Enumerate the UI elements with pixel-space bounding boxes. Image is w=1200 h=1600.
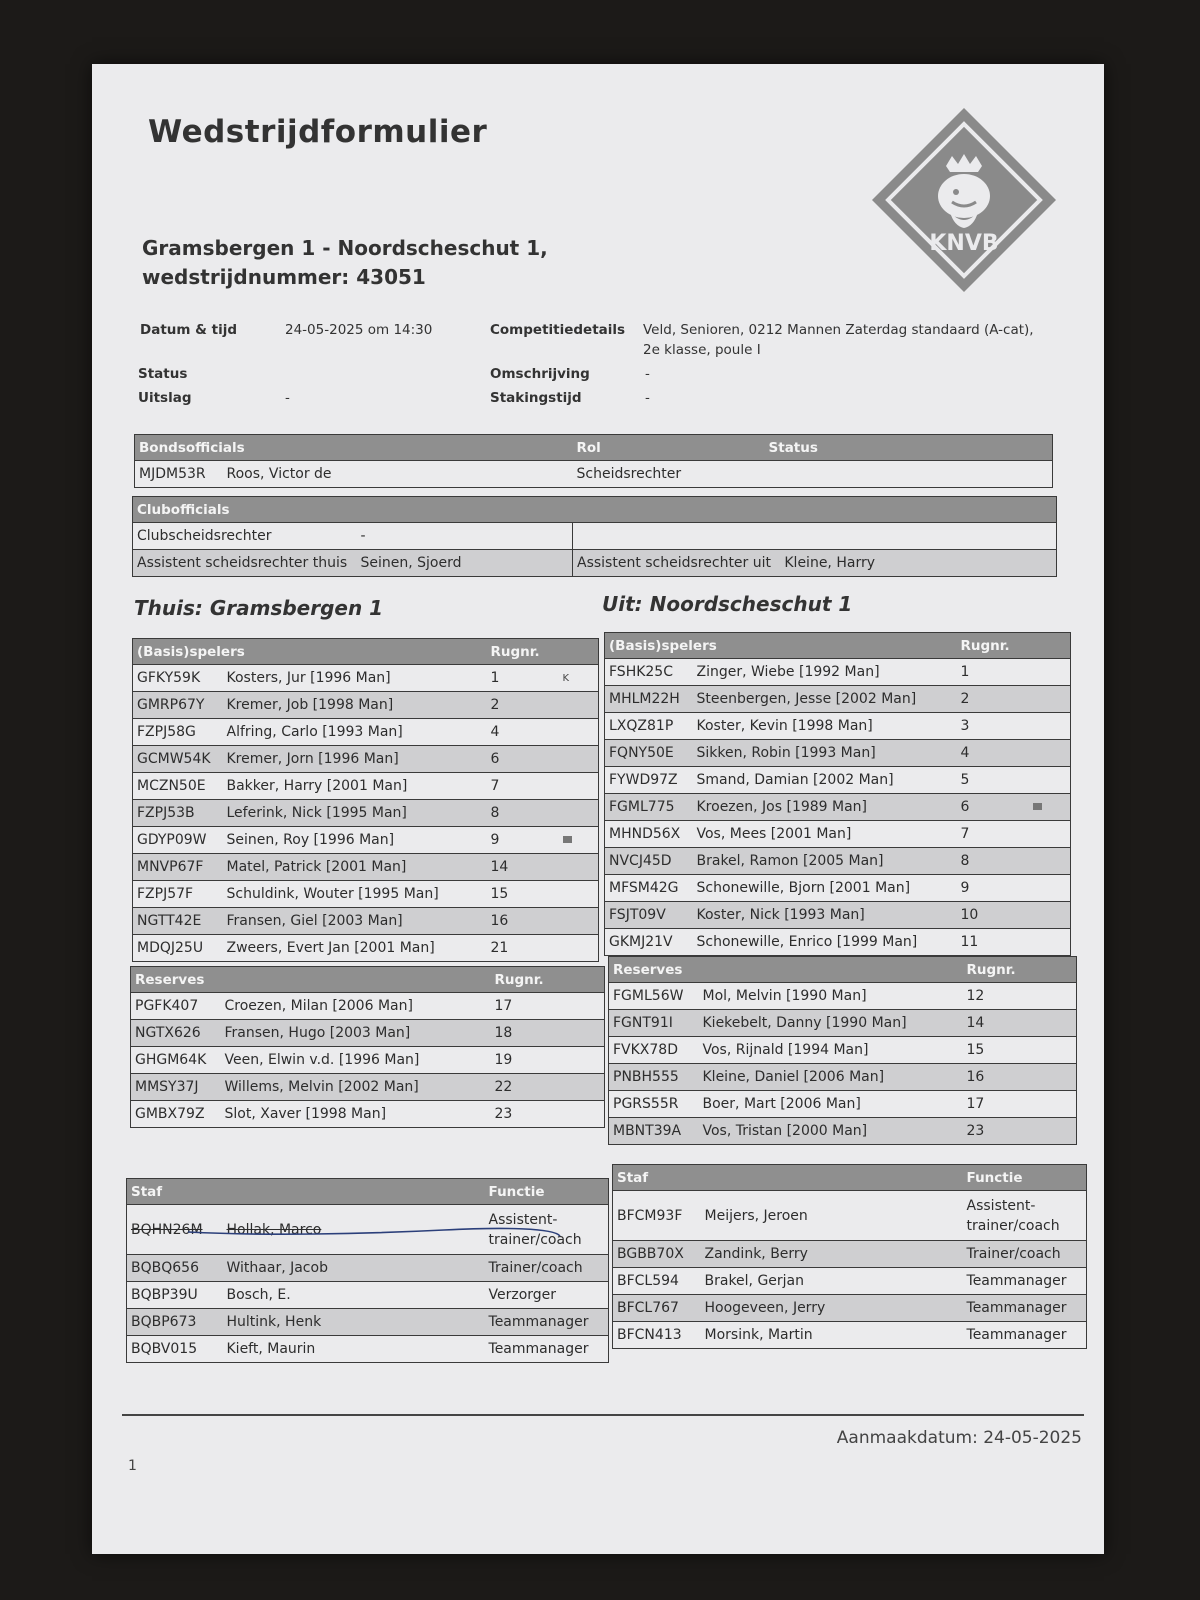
table-row xyxy=(609,1118,1077,1145)
cell-functie: Teammanager xyxy=(485,1336,609,1363)
table-row xyxy=(133,881,599,908)
table-row xyxy=(605,713,1071,740)
page-title: Wedstrijdformulier xyxy=(148,114,488,150)
cell-name: Croezen, Milan [2006 Man] xyxy=(221,993,491,1020)
away-rugnr-header: Rugnr. xyxy=(957,633,1071,659)
cell-name: Schonewille, Enrico [1999 Man] xyxy=(693,929,957,956)
away-players-table xyxy=(604,632,1071,956)
cell-name: Bosch, E. xyxy=(223,1282,485,1309)
stakingstijd-value: - xyxy=(645,390,650,406)
cell-name: Hollak, Marco xyxy=(223,1205,485,1255)
bondsofficials-table xyxy=(134,434,1053,488)
clubofficials-header: Clubofficials xyxy=(133,497,1057,523)
cell-name: Steenbergen, Jesse [2002 Man] xyxy=(693,686,957,713)
away-staff-header: Staf xyxy=(613,1165,963,1191)
cell-nr: 9 xyxy=(487,827,559,854)
cell-code: FGNT91I xyxy=(609,1010,699,1037)
captain-mark xyxy=(1029,713,1071,740)
table-row xyxy=(127,1309,609,1336)
cell-code: BFCM93F xyxy=(613,1191,701,1241)
table-row xyxy=(605,929,1071,956)
datum-value: 24-05-2025 om 14:30 xyxy=(285,322,433,338)
cell-code: FZPJ58G xyxy=(133,719,223,746)
cell-code: BQBQ656 xyxy=(127,1255,223,1282)
table-row xyxy=(605,875,1071,902)
footer-divider xyxy=(122,1414,1084,1416)
cell-name: Zinger, Wiebe [1992 Man] xyxy=(693,659,957,686)
cell-functie: Teammanager xyxy=(963,1268,1087,1295)
cell-nr: 10 xyxy=(957,902,1029,929)
table-row xyxy=(613,1295,1087,1322)
captain-mark xyxy=(559,800,599,827)
knvb-logo xyxy=(868,104,1060,296)
away-reserves-rugnr-header: Rugnr. xyxy=(963,957,1077,983)
captain-mark xyxy=(1029,902,1071,929)
omschrijving-label: Omschrijving xyxy=(490,366,590,382)
captain-mark xyxy=(1029,659,1071,686)
ass-thuis-value: Seinen, Sjoerd xyxy=(357,550,573,577)
cell-nr: 9 xyxy=(957,875,1029,902)
table-row xyxy=(609,1037,1077,1064)
official-status xyxy=(765,461,1053,488)
cell-nr: 16 xyxy=(963,1064,1077,1091)
cell-nr: 22 xyxy=(491,1074,605,1101)
cell-code: GDYP09W xyxy=(133,827,223,854)
cell-nr: 7 xyxy=(487,773,559,800)
cell-name: Matel, Patrick [2001 Man] xyxy=(223,854,487,881)
home-rugnr-header: Rugnr. xyxy=(487,639,599,665)
cell-name: Seinen, Roy [1996 Man] xyxy=(223,827,487,854)
cell-nr: 15 xyxy=(487,881,559,908)
cell-code: BQBP39U xyxy=(127,1282,223,1309)
home-staff-table xyxy=(126,1178,609,1363)
captain-mark xyxy=(559,881,599,908)
home-players-table xyxy=(132,638,599,962)
table-row xyxy=(135,461,1053,488)
cell-name: Fransen, Hugo [2003 Man] xyxy=(221,1020,491,1047)
table-row xyxy=(605,686,1071,713)
cell-nr: 16 xyxy=(487,908,559,935)
table-row xyxy=(613,1268,1087,1295)
cell-name: Vos, Tristan [2000 Man] xyxy=(699,1118,963,1145)
captain-mark: K xyxy=(559,665,599,692)
datum-label: Datum & tijd xyxy=(140,322,237,338)
logo-text: KNVB xyxy=(929,231,999,256)
cell-code: FZPJ57F xyxy=(133,881,223,908)
table-row xyxy=(133,746,599,773)
cell-name: Fransen, Giel [2003 Man] xyxy=(223,908,487,935)
table-header xyxy=(131,967,605,993)
bondsofficials-header: Bondsofficials xyxy=(135,435,573,461)
competitie-value-1: Veld, Senioren, 0212 Mannen Zaterdag standaard (A-cat), xyxy=(643,322,1034,338)
captain-mark xyxy=(559,692,599,719)
match-number: wedstrijdnummer: 43051 xyxy=(142,265,426,289)
cell-nr: 17 xyxy=(491,993,605,1020)
away-functie-header: Functie xyxy=(963,1165,1087,1191)
table-row xyxy=(605,767,1071,794)
cell-code: NVCJ45D xyxy=(605,848,693,875)
captain-mark xyxy=(559,854,599,881)
table-row xyxy=(133,719,599,746)
captain-mark xyxy=(559,746,599,773)
status-label: Status xyxy=(138,366,188,382)
uitslag-value: - xyxy=(285,390,290,406)
captain-mark xyxy=(559,719,599,746)
empty-cell xyxy=(573,523,1057,550)
cell-code: BQBV015 xyxy=(127,1336,223,1363)
table-header xyxy=(133,497,1057,523)
cell-name: Vos, Rijnald [1994 Man] xyxy=(699,1037,963,1064)
cell-code: BGBB70X xyxy=(613,1241,701,1268)
home-players-header: (Basis)spelers xyxy=(133,639,487,665)
cell-name: Kleine, Daniel [2006 Man] xyxy=(699,1064,963,1091)
table-row xyxy=(609,1064,1077,1091)
cell-code: MHND56X xyxy=(605,821,693,848)
captain-mark xyxy=(1029,686,1071,713)
captain-mark xyxy=(559,935,599,962)
cell-name: Kieft, Maurin xyxy=(223,1336,485,1363)
cell-nr: 14 xyxy=(487,854,559,881)
cell-code: MHLM22H xyxy=(605,686,693,713)
table-row xyxy=(613,1191,1087,1241)
table-header xyxy=(613,1165,1087,1191)
captain-mark xyxy=(1029,848,1071,875)
table-row xyxy=(127,1336,609,1363)
table-row xyxy=(131,1101,605,1128)
away-reserves-table xyxy=(608,956,1077,1145)
table-row xyxy=(605,740,1071,767)
cell-nr: 3 xyxy=(957,713,1029,740)
official-role: Scheidsrechter xyxy=(573,461,765,488)
cell-name: Smand, Damian [2002 Man] xyxy=(693,767,957,794)
cell-name: Kosters, Jur [1996 Man] xyxy=(223,665,487,692)
cell-nr: 19 xyxy=(491,1047,605,1074)
cell-code: BQHN26M xyxy=(127,1205,223,1255)
cell-code: PNBH555 xyxy=(609,1064,699,1091)
cell-name: Koster, Kevin [1998 Man] xyxy=(693,713,957,740)
clubofficials-table xyxy=(132,496,1057,577)
cell-nr: 23 xyxy=(491,1101,605,1128)
table-header xyxy=(135,435,1053,461)
cell-nr: 8 xyxy=(957,848,1029,875)
stakingstijd-label: Stakingstijd xyxy=(490,390,582,406)
cell-code: FVKX78D xyxy=(609,1037,699,1064)
cell-code: FGML56W xyxy=(609,983,699,1010)
cell-name: Schonewille, Bjorn [2001 Man] xyxy=(693,875,957,902)
cell-nr: 2 xyxy=(957,686,1029,713)
cell-name: Alfring, Carlo [1993 Man] xyxy=(223,719,487,746)
table-row xyxy=(605,902,1071,929)
cell-nr: 15 xyxy=(963,1037,1077,1064)
cell-name: Slot, Xaver [1998 Man] xyxy=(221,1101,491,1128)
table-header xyxy=(605,633,1071,659)
table-row xyxy=(605,794,1071,821)
official-code: MJDM53R xyxy=(135,461,223,488)
table-row xyxy=(133,908,599,935)
cell-name: Willems, Melvin [2002 Man] xyxy=(221,1074,491,1101)
cell-code: FYWD97Z xyxy=(605,767,693,794)
cell-nr: 8 xyxy=(487,800,559,827)
cell-nr: 4 xyxy=(487,719,559,746)
ass-uit-label: Assistent scheidsrechter uit xyxy=(577,555,772,571)
page-number: 1 xyxy=(128,1458,137,1474)
square-mark-icon xyxy=(563,836,572,843)
competitie-value-2: 2e klasse, poule I xyxy=(643,342,761,358)
cell-code: GFKY59K xyxy=(133,665,223,692)
home-reserves-rugnr-header: Rugnr. xyxy=(491,967,605,993)
table-row xyxy=(127,1282,609,1309)
cell-name: Kiekebelt, Danny [1990 Man] xyxy=(699,1010,963,1037)
cell-code: MFSM42G xyxy=(605,875,693,902)
table-header xyxy=(133,639,599,665)
cell-name: Withaar, Jacob xyxy=(223,1255,485,1282)
table-row xyxy=(131,993,605,1020)
cell-nr: 1 xyxy=(957,659,1029,686)
cell-code: GCMW54K xyxy=(133,746,223,773)
cell-name: Zandink, Berry xyxy=(701,1241,963,1268)
cell-code: MDQJ25U xyxy=(133,935,223,962)
table-row xyxy=(133,550,1057,577)
cell-name: Meijers, Jeroen xyxy=(701,1191,963,1241)
table-row xyxy=(613,1322,1087,1349)
cell-nr: 17 xyxy=(963,1091,1077,1118)
cell-code: FGML775 xyxy=(605,794,693,821)
ass-uit-cell xyxy=(573,550,1057,577)
cell-code: BFCN413 xyxy=(613,1322,701,1349)
table-row xyxy=(133,773,599,800)
captain-mark xyxy=(1029,821,1071,848)
captain-mark xyxy=(1029,767,1071,794)
match-teams: Gramsbergen 1 - Noordscheschut 1, xyxy=(142,236,548,260)
table-row xyxy=(605,659,1071,686)
cell-code: PGFK407 xyxy=(131,993,221,1020)
away-staff-table xyxy=(612,1164,1087,1349)
cell-nr: 4 xyxy=(957,740,1029,767)
pen-strikethrough-mark xyxy=(184,1214,564,1244)
cell-code: FSJT09V xyxy=(605,902,693,929)
ass-uit-value: Kleine, Harry xyxy=(784,555,875,571)
table-row xyxy=(609,1091,1077,1118)
cell-code: FZPJ53B xyxy=(133,800,223,827)
cell-nr: 23 xyxy=(963,1118,1077,1145)
cell-nr: 7 xyxy=(957,821,1029,848)
cell-name: Vos, Mees [2001 Man] xyxy=(693,821,957,848)
table-row xyxy=(133,935,599,962)
cell-code: PGRS55R xyxy=(609,1091,699,1118)
away-reserves-header: Reserves xyxy=(609,957,963,983)
square-mark-icon xyxy=(1033,803,1042,810)
cell-functie: Teammanager xyxy=(963,1322,1087,1349)
home-reserves-table xyxy=(130,966,605,1128)
competitie-label: Competitiedetails xyxy=(490,322,626,338)
table-header xyxy=(609,957,1077,983)
cell-name: Kremer, Jorn [1996 Man] xyxy=(223,746,487,773)
cell-code: MMSY37J xyxy=(131,1074,221,1101)
table-row xyxy=(605,848,1071,875)
table-row xyxy=(609,1010,1077,1037)
cell-nr: 2 xyxy=(487,692,559,719)
table-row xyxy=(127,1255,609,1282)
cell-name: Sikken, Robin [1993 Man] xyxy=(693,740,957,767)
away-players-header: (Basis)spelers xyxy=(605,633,957,659)
cell-functie: Teammanager xyxy=(963,1295,1087,1322)
home-reserves-header: Reserves xyxy=(131,967,491,993)
cell-name: Brakel, Ramon [2005 Man] xyxy=(693,848,957,875)
table-row xyxy=(609,983,1077,1010)
cell-code: FSHK25C xyxy=(605,659,693,686)
cell-code: BQBP673 xyxy=(127,1309,223,1336)
table-row xyxy=(133,827,599,854)
cell-name: Zweers, Evert Jan [2001 Man] xyxy=(223,935,487,962)
table-row xyxy=(133,800,599,827)
home-staff-header: Staf xyxy=(127,1179,485,1205)
cell-nr: 6 xyxy=(957,794,1029,821)
cell-name: Hultink, Henk xyxy=(223,1309,485,1336)
cell-nr: 21 xyxy=(487,935,559,962)
cell-code: BFCL767 xyxy=(613,1295,701,1322)
table-row xyxy=(133,854,599,881)
table-row xyxy=(131,1020,605,1047)
cell-name: Kroezen, Jos [1989 Man] xyxy=(693,794,957,821)
cell-name: Kremer, Job [1998 Man] xyxy=(223,692,487,719)
cell-code: MBNT39A xyxy=(609,1118,699,1145)
cell-nr: 14 xyxy=(963,1010,1077,1037)
match-heading xyxy=(142,234,548,292)
captain-mark xyxy=(1029,794,1071,821)
clubscheidsrechter-label: Clubscheidsrechter xyxy=(133,523,357,550)
cell-nr: 12 xyxy=(963,983,1077,1010)
captain-mark xyxy=(559,773,599,800)
cell-name: Veen, Elwin v.d. [1996 Man] xyxy=(221,1047,491,1074)
cell-nr: 6 xyxy=(487,746,559,773)
cell-name: Hoogeveen, Jerry xyxy=(701,1295,963,1322)
rol-header: Rol xyxy=(573,435,765,461)
cell-name: Morsink, Martin xyxy=(701,1322,963,1349)
captain-mark xyxy=(1029,875,1071,902)
cell-nr: 1 xyxy=(487,665,559,692)
captain-mark xyxy=(1029,929,1071,956)
home-functie-header: Functie xyxy=(485,1179,609,1205)
table-row xyxy=(133,665,599,692)
table-row xyxy=(613,1241,1087,1268)
cell-code: MNVP67F xyxy=(133,854,223,881)
cell-code: MCZN50E xyxy=(133,773,223,800)
table-row xyxy=(131,1074,605,1101)
cell-functie: Assistent-trainer/coach xyxy=(963,1191,1087,1241)
cell-functie: Trainer/coach xyxy=(485,1255,609,1282)
table-header xyxy=(127,1179,609,1205)
captain-mark xyxy=(559,908,599,935)
cell-code: GMRP67Y xyxy=(133,692,223,719)
cell-nr: 5 xyxy=(957,767,1029,794)
cell-functie: Teammanager xyxy=(485,1309,609,1336)
cell-nr: 11 xyxy=(957,929,1029,956)
cell-functie: Trainer/coach xyxy=(963,1241,1087,1268)
cell-name: Boer, Mart [2006 Man] xyxy=(699,1091,963,1118)
cell-name: Bakker, Harry [2001 Man] xyxy=(223,773,487,800)
cell-code: NGTX626 xyxy=(131,1020,221,1047)
cell-code: LXQZ81P xyxy=(605,713,693,740)
cell-code: NGTT42E xyxy=(133,908,223,935)
cell-code: GKMJ21V xyxy=(605,929,693,956)
ass-thuis-label: Assistent scheidsrechter thuis xyxy=(133,550,357,577)
table-row xyxy=(133,523,1057,550)
cell-code: FQNY50E xyxy=(605,740,693,767)
cell-name: Brakel, Gerjan xyxy=(701,1268,963,1295)
cell-name: Mol, Melvin [1990 Man] xyxy=(699,983,963,1010)
omschrijving-value: - xyxy=(645,366,650,382)
captain-mark xyxy=(1029,740,1071,767)
clubscheidsrechter-value: - xyxy=(357,523,573,550)
cell-functie: Verzorger xyxy=(485,1282,609,1309)
table-row xyxy=(133,692,599,719)
official-name: Roos, Victor de xyxy=(223,461,573,488)
cell-nr: 18 xyxy=(491,1020,605,1047)
match-form-sheet xyxy=(92,64,1104,1554)
captain-mark xyxy=(559,827,599,854)
table-row xyxy=(605,821,1071,848)
cell-code: BFCL594 xyxy=(613,1268,701,1295)
home-team-title: Thuis: Gramsbergen 1 xyxy=(134,596,384,620)
uitslag-label: Uitslag xyxy=(138,390,192,406)
away-team-title: Uit: Noordscheschut 1 xyxy=(602,592,853,616)
creation-date: Aanmaakdatum: 24-05-2025 xyxy=(836,1428,1082,1448)
status-header: Status xyxy=(765,435,1053,461)
cell-code: GHGM64K xyxy=(131,1047,221,1074)
cell-functie: Assistent-trainer/coach xyxy=(485,1205,609,1255)
cell-name: Leferink, Nick [1995 Man] xyxy=(223,800,487,827)
cell-code: GMBX79Z xyxy=(131,1101,221,1128)
cell-name: Koster, Nick [1993 Man] xyxy=(693,902,957,929)
table-row xyxy=(131,1047,605,1074)
cell-name: Schuldink, Wouter [1995 Man] xyxy=(223,881,487,908)
